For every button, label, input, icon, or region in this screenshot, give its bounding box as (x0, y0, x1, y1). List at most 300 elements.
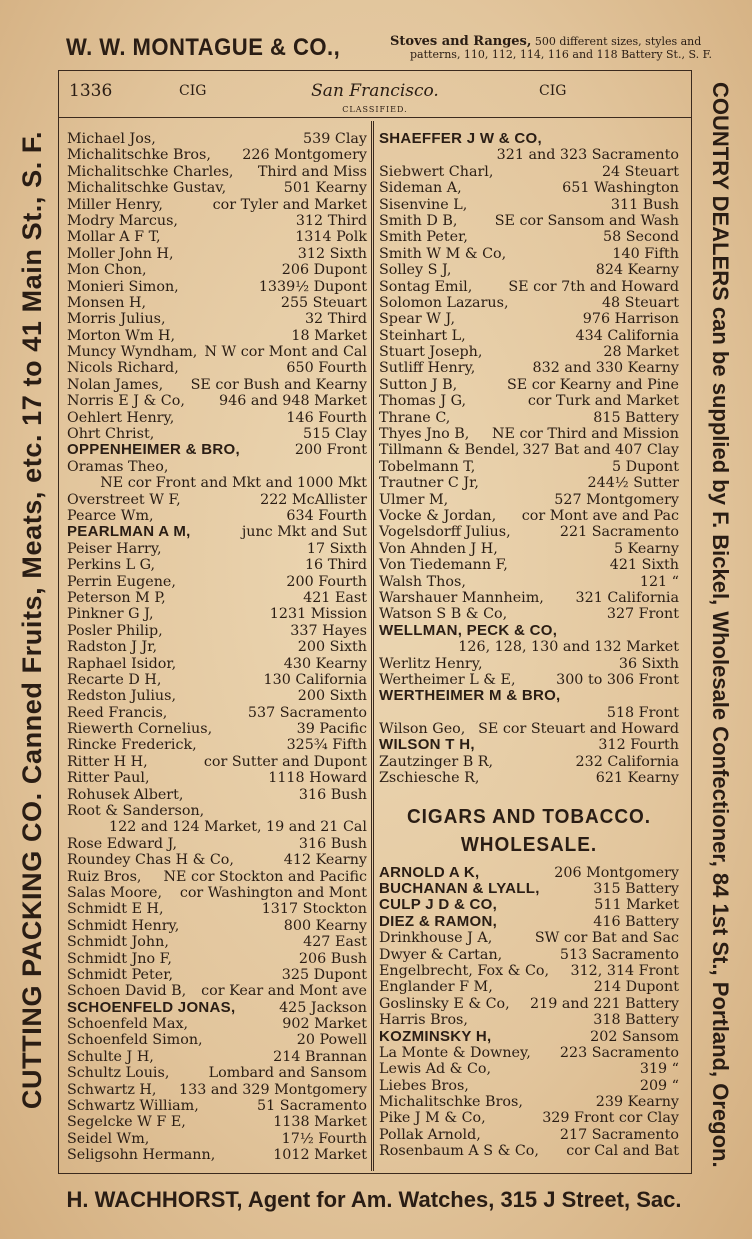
entry-name: Ruiz Bros, (67, 868, 142, 885)
entry-address: 222 McAllister (260, 491, 367, 508)
entry-address: 130 California (263, 671, 367, 688)
directory-entry (67, 721, 367, 737)
entry-name: Posler Philip, (67, 622, 163, 639)
directory-entry (379, 963, 679, 979)
entry-name: Peterson M P, (67, 589, 166, 606)
directory-entry (67, 508, 367, 524)
entry-name: Zschiesche R, (379, 770, 480, 787)
entry-name: Pike J M & Co, (379, 1110, 486, 1127)
entry-address: 815 Battery (593, 409, 679, 426)
directory-entry (379, 197, 679, 213)
right-margin-advertisement: COUNTRY DEALERS can be supplied by F. Bickel, Wholesale Confectioner, 84 1st St., Portland, Oregon. (708, 82, 733, 1168)
entry-address: 421 Sixth (609, 557, 679, 574)
entry-address: 206 Bush (298, 950, 367, 967)
entry-name: Watson S B & Co, (379, 606, 508, 623)
entry-address: 121 “ (639, 573, 679, 590)
directory-entry (67, 656, 367, 672)
entry-address: 1118 Howard (268, 770, 367, 787)
entry-name: Vocke & Jordan, (379, 507, 497, 524)
column-divider (371, 121, 374, 1171)
entry-address: N W cor Mont and Cal (204, 344, 367, 361)
entry-name: Muncy Wyndham, (67, 344, 198, 361)
entry-address: 51 Sacramento (257, 1098, 367, 1115)
entry-address: 902 Market (282, 1016, 367, 1033)
entry-address: 312 Third (295, 212, 367, 229)
entry-address: SE cor Bush and Kearny (190, 376, 367, 393)
entry-name: Harris Bros, (379, 1012, 468, 1029)
directory-entry (67, 606, 367, 622)
entry-name: Salas Moore, (67, 884, 162, 901)
entry-address: 946 and 948 Market (219, 393, 367, 410)
entry-name: Trautner C Jr, (379, 475, 479, 492)
entry-address: 421 East (303, 589, 367, 606)
directory-entry (67, 328, 367, 344)
entry-address: 1339½ Dupont (258, 278, 367, 295)
entry-address: 48 Steuart (601, 294, 679, 311)
entry-name: Morton Wm H, (67, 327, 175, 344)
running-header (59, 79, 691, 101)
directory-entry (379, 865, 679, 881)
directory-entry (379, 213, 679, 229)
entry-address: 539 Clay (303, 131, 367, 147)
entry-address: 312, 314 Front (570, 962, 679, 979)
entry-address: 316 Bush (298, 786, 367, 803)
entry-address: 315 Battery (593, 881, 679, 898)
entry-address: 621 Kearny (595, 770, 679, 787)
entry-address: 17 Sixth (306, 540, 367, 557)
entry-name: Spear W J, (379, 311, 455, 328)
entry-address: 501 Kearny (283, 180, 367, 197)
entry-address: 221 Sacramento (559, 524, 679, 541)
directory-entry (379, 1045, 679, 1061)
directory-entry (379, 541, 679, 557)
entry-address: 513 Sacramento (559, 946, 679, 963)
left-keyword: CIG (179, 83, 207, 99)
directory-entry (379, 262, 679, 278)
wholesale-heading-1: CIGARS AND TOBACCO. (407, 805, 651, 828)
entry-name: Redston Julius, (67, 688, 176, 705)
entry-name: Norris E J & Co, (67, 393, 185, 410)
entry-address: 537 Sacramento (247, 704, 367, 721)
entry-name: Schmidt Jno F, (67, 950, 172, 967)
directory-entry (379, 311, 679, 327)
entry-name: Morris Julius, (67, 311, 166, 328)
entry-address: 206 Dupont (281, 262, 367, 279)
entry-name: Reed Francis, (67, 704, 168, 721)
entry-address: SE cor 7th and Howard (508, 278, 679, 295)
directory-entry (379, 295, 679, 311)
entry-name: Michalitschke Gustav, (67, 180, 227, 197)
entry-address: 318 Battery (593, 1012, 679, 1029)
entry-name: Smith D B, (379, 212, 458, 229)
entry-name: Stuart Joseph, (379, 344, 483, 361)
entry-name: Radston J Jr, (67, 639, 158, 656)
entry-address: 325¾ Fifth (286, 737, 367, 754)
directory-entry (379, 360, 679, 376)
entry-address: cor Washington and Mont (179, 884, 367, 901)
directory-entry (379, 1012, 679, 1028)
directory-entry (67, 754, 367, 770)
entry-name: Zautzinger B R, (379, 753, 494, 770)
entry-address: NE cor Front and Mkt and 1000 Mkt (100, 475, 367, 492)
directory-entry (379, 1127, 679, 1143)
right-keyword: CIG (539, 83, 567, 99)
entry-address: 36 Sixth (618, 655, 679, 672)
entry-name: Seligsohn Hermann, (67, 1147, 216, 1164)
entry-address: 200 Fourth (286, 573, 367, 590)
entry-name: Goslinsky E & Co, (379, 995, 510, 1012)
entry-name: WILSON T H, (379, 736, 475, 754)
entry-name: Smith W M & Co, (379, 245, 507, 262)
entry-address: 634 Fourth (286, 507, 367, 524)
directory-entry (379, 246, 679, 262)
right-column (379, 131, 679, 1160)
entry-address: cor Sutter and Dupont (203, 753, 367, 770)
directory-entry (379, 1078, 679, 1094)
directory-entry (67, 1049, 367, 1065)
entry-name: Perkins L G, (67, 557, 156, 574)
entry-name: Schmidt John, (67, 934, 169, 951)
entry-address: 527 Montgomery (554, 491, 679, 508)
directory-entry (67, 475, 367, 491)
directory-entry (67, 1065, 367, 1081)
directory-entry (379, 508, 679, 524)
directory-entry (379, 574, 679, 590)
entry-address: 16 Third (304, 557, 367, 574)
directory-entry (67, 164, 367, 180)
entry-name: ARNOLD A K, (379, 863, 480, 881)
directory-entry (379, 426, 679, 442)
directory-entry (67, 901, 367, 917)
entry-address: SE cor Kearny and Pine (506, 376, 679, 393)
directory-entry (67, 819, 367, 835)
directory-entry (379, 930, 679, 946)
directory-entry (379, 1094, 679, 1110)
directory-entry (379, 979, 679, 995)
entry-name: Schulte J H, (67, 1048, 154, 1065)
entry-address: 146 Fourth (286, 409, 367, 426)
entry-address: cor Kear and Mont ave (201, 983, 367, 1000)
entry-address: 311 Bush (610, 196, 679, 213)
entry-name: Thomas J G, (379, 393, 467, 410)
directory-entry (67, 951, 367, 967)
directory-entry (67, 885, 367, 901)
entry-name: Oehlert Henry, (67, 409, 175, 426)
entry-address: 58 Second (603, 229, 679, 246)
directory-entry (379, 1061, 679, 1077)
entry-address: 200 Sixth (297, 639, 367, 656)
entry-name: Raphael Isidor, (67, 655, 177, 672)
directory-entry (67, 869, 367, 885)
entry-address: 5 Dupont (611, 458, 679, 475)
top-ad-line1 (390, 34, 701, 49)
entry-name: Sontag Emil, (379, 278, 473, 295)
entry-address: 39 Pacific (296, 721, 367, 738)
entry-address: 223 Sacramento (559, 1044, 679, 1061)
entry-name: Warshauer Mannheim, (379, 589, 544, 606)
top-ad-line1-bold: Stoves and Ranges, (390, 34, 532, 49)
entry-address: 325 Dupont (281, 966, 367, 983)
entry-address: 217 Sacramento (559, 1126, 679, 1143)
directory-entry (67, 426, 367, 442)
entry-address: 20 Powell (296, 1032, 367, 1049)
entry-address: 329 Front cor Clay (542, 1110, 679, 1127)
entry-address: cor Cal and Bat (566, 1143, 679, 1160)
entry-name: Wilson Geo, (379, 721, 466, 738)
entry-address: 416 Battery (593, 913, 679, 930)
entry-name: Solomon Lazarus, (379, 294, 509, 311)
entry-address: 5 Kearny (613, 540, 679, 557)
directory-entry (67, 737, 367, 753)
directory-entry (67, 934, 367, 950)
entry-address: 17½ Fourth (281, 1130, 367, 1147)
entry-address: 206 Montgomery (554, 864, 679, 881)
entry-address: 412 Kearny (283, 852, 367, 869)
directory-entry (379, 459, 679, 475)
directory-entry (67, 557, 367, 573)
entry-address: 28 Market (603, 344, 679, 361)
entry-name: La Monte & Downey, (379, 1044, 531, 1061)
entry-address: 140 Fifth (612, 245, 679, 262)
entry-address: SE cor Sansom and Wash (494, 212, 679, 229)
entry-address: 244½ Sutter (587, 475, 679, 492)
top-ad-line1-rest: 500 different sizes, styles and (531, 35, 702, 48)
wholesale-list (379, 865, 679, 1160)
entry-address: 1314 Polk (295, 229, 367, 246)
directory-entry (67, 770, 367, 786)
directory-entry (67, 197, 367, 213)
entry-name: CULP J D & CO, (379, 896, 498, 914)
entry-address: 239 Kearny (595, 1094, 679, 1111)
entry-address: 832 and 330 Kearny (532, 360, 679, 377)
directory-entry (67, 377, 367, 393)
directory-entry (379, 131, 679, 147)
entry-name: Steinhart L, (379, 327, 466, 344)
page-frame (58, 70, 692, 1174)
entry-name: Thyes Jno B, (379, 426, 470, 443)
entry-name: Moller John H, (67, 245, 174, 262)
directory-entry (379, 770, 679, 786)
entry-name: Schmidt Peter, (67, 966, 174, 983)
entry-address: 232 California (575, 753, 679, 770)
directory-entry (67, 262, 367, 278)
entry-address: 518 Front (606, 704, 679, 721)
entry-name: Drinkhouse J A, (379, 930, 493, 947)
entry-address: 226 Montgomery (242, 147, 367, 164)
entry-address: 800 Kearny (283, 917, 367, 934)
entry-name: Root & Sanderson, (67, 803, 205, 820)
entry-name: Engelbrecht, Fox & Co, (379, 962, 550, 979)
entry-name: Von Ahnden J H, (379, 540, 498, 557)
bottom-advertisement: H. WACHHORST, Agent for Am. Watches, 315 J Street, Sac. (66, 1187, 682, 1212)
directory-entry (67, 131, 367, 147)
entry-address: 976 Harrison (582, 311, 679, 328)
entry-name: WELLMAN, PECK & CO, (379, 621, 558, 639)
directory-entry (379, 344, 679, 360)
directory-entry (67, 705, 367, 721)
entry-address: 651 Washington (562, 180, 679, 197)
entry-name: Modry Marcus, (67, 212, 178, 229)
entry-name: SCHOENFELD JONAS, (67, 998, 236, 1016)
directory-entry (67, 1032, 367, 1048)
directory-entry (379, 442, 679, 458)
entry-address: 434 California (575, 327, 679, 344)
entry-address: 337 Hayes (290, 622, 367, 639)
left-column (67, 131, 367, 1164)
directory-entry (379, 623, 679, 639)
directory-entry (67, 410, 367, 426)
page-number: 1336 (69, 81, 113, 101)
directory-entry (379, 1143, 679, 1159)
entry-name: PEARLMAN A M, (67, 523, 191, 541)
entry-name: Vogelsdorff Julius, (379, 524, 511, 541)
entry-name: Schwartz William, (67, 1098, 199, 1115)
directory-entry (67, 967, 367, 983)
directory-entry (379, 147, 679, 163)
entry-name: Nicols Richard, (67, 360, 179, 377)
top-ad-line2: patterns, 110, 112, 114, 116 and 118 Battery St., S. F. (410, 48, 713, 61)
entry-address: 200 Sixth (297, 688, 367, 705)
entry-name: Thrane C, (379, 409, 451, 426)
directory-entry (379, 279, 679, 295)
classified-label: CLASSIFIED. (342, 105, 408, 114)
directory-entry (67, 360, 367, 376)
directory-entry (379, 737, 679, 753)
entry-address: 327 Bat and 407 Clay (522, 442, 679, 459)
entry-name: Lewis Ad & Co, (379, 1061, 492, 1078)
directory-entry (379, 164, 679, 180)
wholesale-heading-2: WHOLESALE. (460, 833, 598, 856)
directory-entry (379, 229, 679, 245)
entry-name: Riewerth Cornelius, (67, 721, 213, 738)
directory-entry (67, 492, 367, 508)
entry-name: Seidel Wm, (67, 1130, 150, 1147)
directory-entry (379, 410, 679, 426)
directory-entry (67, 1000, 367, 1016)
entry-address: 200 Front (294, 442, 367, 459)
entry-address: 214 Brannan (273, 1048, 367, 1065)
entry-name: KOZMINSKY H, (379, 1027, 492, 1045)
entry-address: 1317 Stockton (261, 901, 367, 918)
entry-name: Miller Henry, (67, 196, 163, 213)
entry-name: Von Tiedemann F, (379, 557, 508, 574)
directory-entry (379, 947, 679, 963)
right-column-entries (379, 131, 679, 787)
entry-name: Michalitschke Charles, (67, 163, 234, 180)
directory-entry (379, 754, 679, 770)
entry-name: Solley S J, (379, 262, 452, 279)
entry-address: 126, 128, 130 and 132 Market (458, 639, 679, 656)
entry-name: Liebes Bros, (379, 1077, 469, 1094)
entry-address: cor Mont ave and Pac (521, 507, 679, 524)
entry-name: Sutton J B, (379, 376, 458, 393)
directory-entry (379, 672, 679, 688)
entry-name: Sutliff Henry, (379, 360, 476, 377)
entry-name: Walsh Thos, (379, 573, 466, 590)
entry-address: 319 “ (639, 1061, 679, 1078)
entry-name: Smith Peter, (379, 229, 468, 246)
entry-address: 312 Fourth (598, 737, 679, 754)
directory-entry (67, 295, 367, 311)
entry-name: Tobelmann T, (379, 458, 476, 475)
entry-address: 219 and 221 Battery (530, 995, 679, 1012)
directory-entry (67, 311, 367, 327)
directory-entry (67, 442, 367, 458)
entry-name: Overstreet W F, (67, 491, 181, 508)
directory-entry (67, 639, 367, 655)
directory-entry (67, 279, 367, 295)
directory-entry (379, 180, 679, 196)
directory-entry (379, 492, 679, 508)
entry-name: Ritter H H, (67, 753, 148, 770)
directory-entry (379, 897, 679, 913)
entry-address: 425 Jackson (279, 999, 367, 1016)
entry-name: Sideman A, (379, 180, 462, 197)
entry-name: BUCHANAN & LYALL, (379, 880, 540, 898)
header-rule (59, 117, 691, 118)
entry-name: Pearce Wm, (67, 507, 154, 524)
entry-name: Schmidt Henry, (67, 917, 180, 934)
entry-name: Pinkner G J, (67, 606, 154, 623)
entry-address: 24 Steuart (601, 163, 679, 180)
entry-address: 1138 Market (273, 1114, 367, 1131)
entry-name: Monsen H, (67, 294, 147, 311)
directory-entry (67, 1016, 367, 1032)
entry-name: Recarte D H, (67, 671, 162, 688)
entry-address: 122 and 124 Market, 19 and 21 Cal (109, 819, 367, 836)
directory-entry (67, 180, 367, 196)
entry-name: Michalitschke Bros, (379, 1094, 523, 1111)
entry-name: OPPENHEIMER & BRO, (67, 441, 240, 459)
entry-address: 427 East (303, 934, 367, 951)
entry-address: 316 Bush (298, 835, 367, 852)
directory-entry (67, 541, 367, 557)
entry-name: Siebwert Charl, (379, 163, 494, 180)
entry-name: DIEZ & RAMON, (379, 912, 498, 930)
entry-name: Roundey Chas H & Co, (67, 852, 234, 869)
directory-entry (379, 914, 679, 930)
directory-entry (379, 377, 679, 393)
entry-name: Tillmann & Bendel, (379, 442, 520, 459)
directory-entry (379, 639, 679, 655)
directory-entry (379, 557, 679, 573)
directory-entry (379, 996, 679, 1012)
directory-entry (379, 881, 679, 897)
directory-entry (379, 590, 679, 606)
directory-entry (67, 229, 367, 245)
entry-name: Dwyer & Cartan, (379, 946, 503, 963)
directory-entry (379, 721, 679, 737)
entry-address: 650 Fourth (286, 360, 367, 377)
directory-entry (379, 475, 679, 491)
directory-entry (67, 1114, 367, 1130)
top-ad-firm: W. W. MONTAGUE & CO., (66, 34, 341, 61)
entry-address: 202 Sansom (590, 1028, 679, 1045)
directory-entry (67, 393, 367, 409)
directory-entry (67, 1098, 367, 1114)
entry-name: Wertheimer L & E, (379, 671, 516, 688)
entry-address: 824 Kearny (595, 262, 679, 279)
directory-entry (67, 246, 367, 262)
entry-name: Werlitz Henry, (379, 655, 483, 672)
directory-entry (67, 803, 367, 819)
entry-name: Monieri Simon, (67, 278, 179, 295)
entry-name: Schoenfeld Max, (67, 1016, 189, 1033)
entry-address: 214 Dupont (593, 979, 679, 996)
entry-name: Segelcke W F E, (67, 1114, 186, 1131)
entry-address: 312 Sixth (297, 245, 367, 262)
entry-name: Englander F M, (379, 979, 493, 996)
